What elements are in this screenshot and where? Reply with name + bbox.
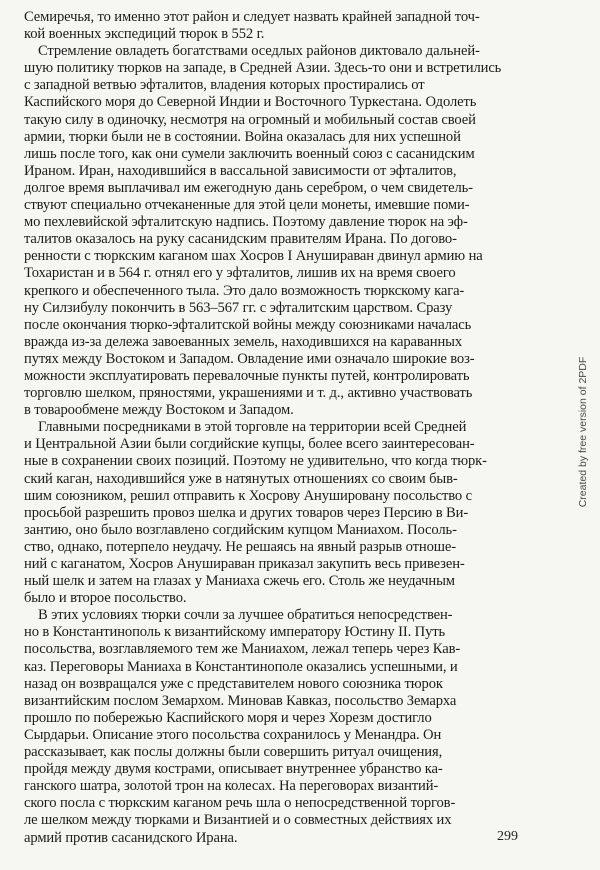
page-number: 299: [497, 829, 518, 844]
text-line: Тохаристан и в 564 г. отнял его у эфталитов, лишив их на время своего: [24, 265, 456, 282]
text-line: Ираном. Иран, находившийся в вассальной зависимости от эфталитов,: [24, 162, 457, 179]
text-line: ний с каганатом, Хосров Анушираван приказал закупить весь привезен-: [24, 556, 465, 572]
text-line: можности эксплуатировать перевалочные пункты путей, контролировать: [24, 367, 470, 384]
text-line: Семиречья, то именно этот район и следует назвать крайней западной точ-: [24, 9, 480, 25]
text-line: ство, однако, потерпело неудачу. Не решаясь на явный разрыв отноше-: [24, 538, 457, 555]
text-line: армии, тюрки были не в состоянии. Война оказалась для них успешной: [24, 128, 461, 145]
text-line: в товарообмене между Востоком и Западом.: [24, 402, 294, 419]
text-line: пройдя между двумя кострами, описывает внутреннее убранство ка-: [24, 761, 443, 778]
text-line: ганского шатра, золотой трон на колесах. На переговорах византий-: [24, 778, 439, 795]
text-line: такую силу в одиночку, несмотря на огромный и мобильный состав своей: [24, 111, 476, 128]
text-line: лишь после того, как они сумели заключить военный союз с сасанидским: [24, 145, 475, 162]
watermark-text: Created by free version of 2PDF: [577, 356, 589, 508]
text-line: назад он возвращался уже с представителем нового союзника тюрок: [24, 675, 443, 692]
text-line: кой военных экспедиций тюрок в 552 г.: [24, 26, 265, 43]
text-line: после окончания тюрко-эфталитской войны между союзниками началась: [24, 316, 472, 333]
text-line: с западной ветвью эфталитов, владения которых простирались от: [24, 77, 425, 94]
text-line: каз. Переговоры Маниаха в Константинополе оказались успешными, и: [24, 658, 458, 675]
text-line: путях между Востоком и Западом. Овладение ими означало широкие воз-: [24, 350, 475, 367]
text-line: ные в сохранении своих позиций. Поэтому не удивительно, что когда тюрк-: [24, 453, 487, 470]
text-line: византийским послом Земархом. Миновав Кавказ, посольство Земарха: [24, 692, 457, 709]
page-body: [24, 9, 540, 847]
text-line: ный шелк и затем на глазах у Маниаха сжечь его. Столь же неудачным: [24, 573, 455, 590]
text-line: шим союзником, решил отправить к Хосрову Анушировану посольство с: [24, 487, 472, 504]
text-line: ский каган, находившийся уже в натянутых отношениях со своим быв-: [24, 470, 458, 487]
text-line: прошло по побережью Каспийского моря и через Хорезм достигло: [24, 709, 432, 726]
text-line: Главными посредниками в этой торговле на территории всей Средней: [38, 419, 467, 436]
text-line: торговлю шелком, пряностями, украшениями и т. д., активно участвовать: [24, 385, 473, 402]
text-line: армий против сасанидского Ирана.: [24, 829, 238, 846]
text-line: Каспийского моря до Северной Индии и Восточного Туркестана. Одолеть: [24, 94, 477, 111]
text-line: талитов оказалось на руку сасанидским правителям Ирана. По догово-: [24, 231, 457, 248]
text-line: ренности с тюркским каганом шах Хосров I Анушираван двинул армию на: [24, 248, 483, 265]
text-line: шую политику тюрков на западе, в Средней Азии. Здесь-то они и встретились: [24, 60, 502, 77]
text-line: посольства, возглавляемого тем же Маниахом, лежал теперь через Кав-: [24, 641, 461, 658]
text-line: ле шелком между тюрками и Византией и о совместных действиях их: [24, 812, 452, 829]
text-line: крепкого и обеспеченного тыла. Это дало возможность тюркскому кага-: [24, 282, 465, 299]
text-line: В этих условиях тюрки сочли за лучшее обратиться непосредствен-: [38, 607, 453, 624]
text-line: рассказывает, как послы должны были совершить ритуал очищения,: [24, 744, 443, 761]
text-line: ского посла с тюркским каганом речь шла о непосредственной торгов-: [24, 795, 456, 812]
text-line: вражда из-за дележа завоеванных земель, находившихся на караванных: [24, 333, 463, 350]
text-line: Сырдарьи. Описание этого посольства сохранилось у Менандра. Он: [24, 726, 442, 743]
text-line: мо пехлевийской эфталитскую надпись. Поэтому давление тюрок на эф-: [24, 214, 468, 231]
text-line: ну Силзибулу покончить в 563–567 гг. с эфталитским царством. Сразу: [24, 299, 453, 316]
text-line: Стремление овладеть богатствами оседлых районов диктовало дальней-: [38, 43, 480, 60]
text-line: но в Константинополь к византийскому императору Юстину II. Путь: [24, 624, 446, 641]
text-line: зантию, оно было возглавлено согдийским купцом Маниахом. Посоль-: [24, 521, 457, 538]
text-line: было и второе посольство.: [24, 590, 187, 607]
text-line: и Центральной Азии были согдийские купцы, более всего заинтересован-: [24, 436, 475, 453]
text-line: ствуют специально отчеканенные для этой цели монеты, имевшие поми-: [24, 197, 470, 214]
text-line: долгое время выплачивал им ежегодную дань серебром, о чем свидетель-: [24, 179, 473, 196]
text-line: просьбой разрешить провоз шелка и других товаров через Персию в Ви-: [24, 504, 469, 521]
